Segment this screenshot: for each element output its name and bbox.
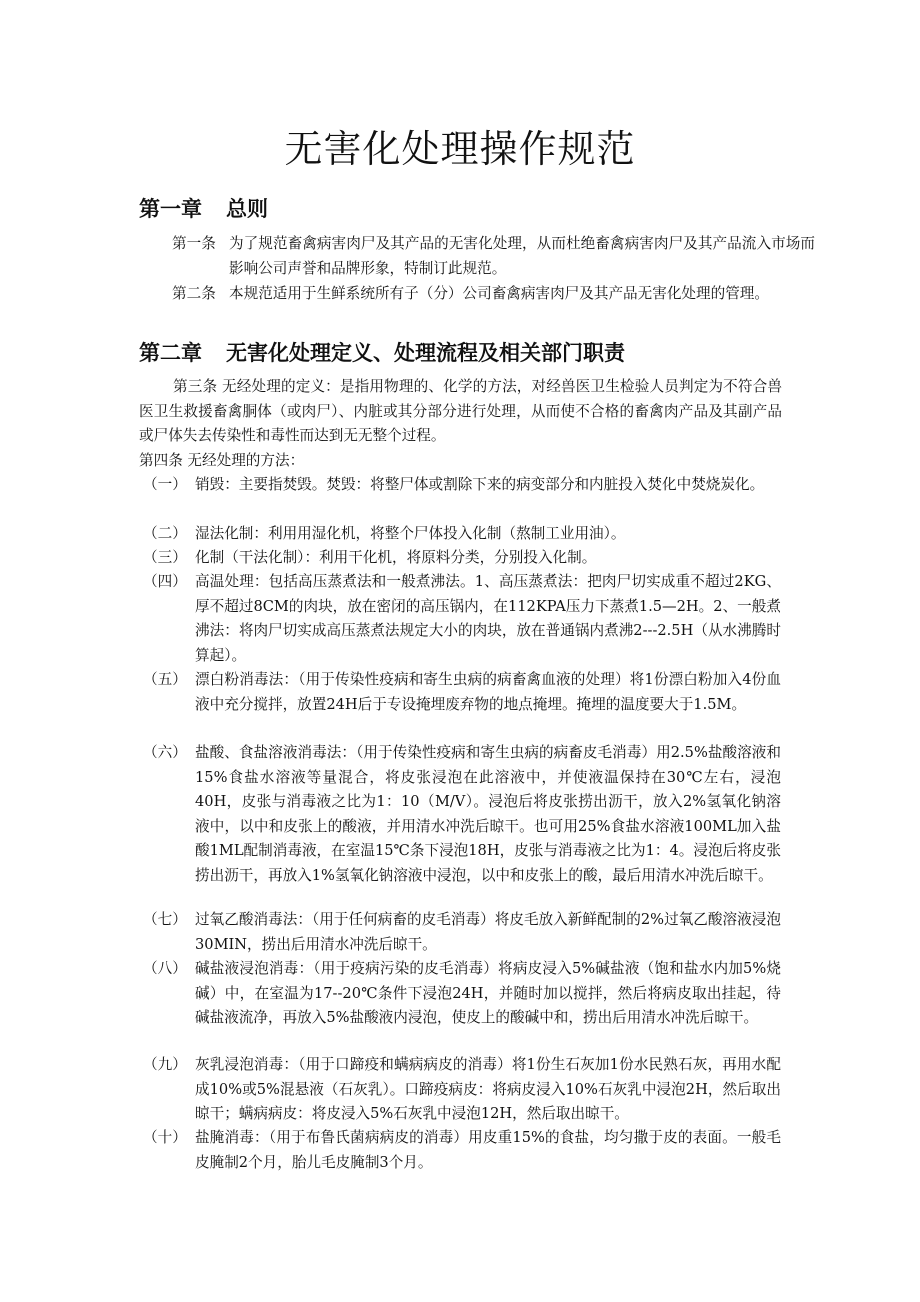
method-marker: （九） [143, 1056, 187, 1073]
chapter-name: 无害化处理定义、处理流程及相关部门职责 [226, 341, 625, 365]
method-text: 过氧乙酸消毒法：（用于任何病畜的皮毛消毒）将皮毛放入新鲜配制的2%过氧乙酸溶液浸泡30MIN，捞出后用清水冲洗后晾干。 [195, 911, 781, 953]
chapter-name: 总则 [226, 197, 268, 221]
article-3: 第三条 无经处理的定义：是指用物理的、化学的方法，对经兽医卫生检验人员判定为不符合兽医卫生救援畜禽胴体（或肉尸）、内脏或其分部分进行处理，从而使不合格的畜禽肉产品及其副产品或尸体失去传染性和毒性而达到无无整个过程。 [139, 378, 782, 444]
method-text: 碱盐液浸泡消毒：（用于疫病污染的皮毛消毒）将病皮浸入5%碱盐液（饱和盐水内加5%烧碱）中，在室温为17--20℃条件下浸泡24H，并随时加以搅拌，然后将病皮取出挂起，待碱盐液流净，再放入5%盐酸液内浸泡，使皮上的酸碱中和，捞出后用清水冲洗后晾干。 [195, 960, 781, 1026]
method-marker: （十） [143, 1129, 187, 1146]
method-marker: （二） [143, 525, 187, 542]
document-title: 无害化处理操作规范 [284, 127, 636, 171]
method-text: 销毁：主要指焚毁。焚毁：将整尸体或割除下来的病变部分和内脏投入焚化中焚烧炭化。 [195, 476, 765, 493]
method-marker: （四） [143, 573, 187, 590]
chapter-2-heading [139, 338, 625, 368]
method-text: 高温处理：包括高压蒸煮法和一般煮沸法。1、高压蒸煮法：把肉尸切实成重不超过2KG、厚不超过8CM的肉块，放在密闭的高压锅内，在112KPA压力下蒸煮1.5—2H。2、一般煮沸法：将肉尸切实成高压蒸煮法规定大小的肉块，放在普通锅内煮沸2---2.5H（从水沸腾时算起）。 [195, 573, 781, 664]
article-label: 第一条 [172, 235, 216, 252]
method-marker: （五） [143, 671, 187, 688]
method-marker: （一） [143, 476, 187, 493]
chapter-number: 第一章 [139, 197, 202, 221]
method-text: 盐腌消毒：（用于布鲁氏菌病病皮的消毒）用皮重15%的食盐，均匀撒于皮的表面。一般毛皮腌制2个月，胎儿毛皮腌制3个月。 [195, 1129, 781, 1171]
method-marker: （六） [143, 744, 187, 761]
article-label: 第二条 [172, 285, 216, 302]
method-marker: （八） [143, 960, 187, 977]
article-text: 本规范适用于生鲜系统所有子（分）公司畜禽病害肉尸及其产品无害化处理的管理。 [229, 285, 769, 302]
method-text: 灰乳浸泡消毒：（用于口蹄疫和螨病病皮的消毒）将1份生石灰加1份水民熟石灰，再用水配成10%或5%混悬液（石灰乳）。口蹄疫病皮：将病皮浸入10%石灰乳中浸泡2H，然后取出晾干；螨病病皮：将皮浸入5%石灰乳中浸泡12H，然后取出晾干。 [195, 1056, 781, 1122]
method-text: 盐酸、食盐溶液消毒法：（用于传染性疫病和寄生虫病的病畜皮毛消毒）用2.5%盐酸溶液和15%食盐水溶液等量混合，将皮张浸泡在此溶液中，并使液温保持在30℃左右，浸泡40H，皮张与消毒液之比为1：10（M/V）。浸泡后将皮张捞出沥干，放入2%氢氧化钠溶液中，以中和皮张上的酸液，并用清水冲洗后晾干。也可用25%食盐水溶液100ML加入盐酸1ML配制消毒液，在室温15℃条下浸泡18H，皮张与消毒液之比为1：4。浸泡后将皮张捞出沥干，再放入1%氢氧化钠溶液中浸泡，以中和皮张上的酸，最后用清水冲洗后晾干。 [195, 744, 781, 884]
method-text: 漂白粉消毒法：（用于传染性疫病和寄生虫病的病畜禽血液的处理）将1份漂白粉加入4份血液中充分搅拌，放置24H后于专设掩埋废弃物的地点掩埋。掩埋的温度要大于1.5M。 [195, 671, 781, 713]
chapter-1-heading [139, 194, 268, 224]
method-text: 湿法化制：利用用湿化机，将整个尸体投入化制（熬制工业用油）。 [195, 525, 626, 542]
chapter-number: 第二章 [139, 341, 202, 365]
article-text: 为了规范畜禽病害肉尸及其产品的无害化处理，从而杜绝畜禽病害肉尸及其产品流入市场而影响公司声誉和品牌形象，特制订此规范。 [229, 235, 815, 277]
method-text: 化制（干法化制）：利用干化机，将原料分类，分别投入化制。 [195, 549, 597, 566]
method-marker: （三） [143, 549, 187, 566]
article-4: 第四条 无经处理的方法： [139, 452, 305, 469]
method-marker: （七） [143, 911, 187, 928]
